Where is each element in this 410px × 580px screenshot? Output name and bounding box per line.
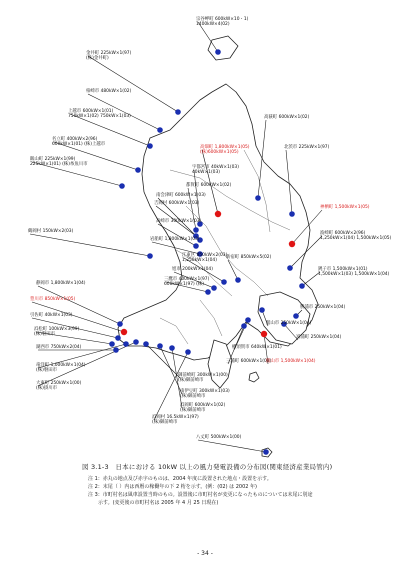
marker-nagaoka [135,167,141,173]
marker-kanagawa [175,109,181,115]
note-4: 示す。(変更後の市町村名は 2005 年 4 月 25 日現在) [88,500,219,506]
marker-soya-misaki [215,49,221,55]
label-gunma: 高崎市 300kW×1(03) [156,219,202,224]
marker-chiba-n [211,285,217,291]
label2-takaoka: (株)600kW×1(05) [200,150,239,155]
marker-hamakita [115,335,121,341]
marker-minami [147,253,153,259]
marker-minamiizu [157,343,163,349]
marker-yokosuka [245,317,251,323]
marker-kunimi [255,195,261,201]
marker-tateyama-red [261,331,267,337]
label-takaoka: 高畑町 1,800kW×1(05) [200,145,250,150]
label-minami: 鶴岡村 150kW×2(03) [28,229,74,234]
label-miura: 三浦町 600kW×1(03) [226,359,272,364]
label-kanagawa: 金井町 225kW×1(97) [86,51,132,56]
label-shizuoka: 静岡市 1,800kW×1(04) [36,281,86,286]
marker-katsuura [293,313,299,319]
marker-misato [205,289,211,295]
label-utsunomiya: 宇都宮市 40kW×1(03) [192,165,239,170]
marker-gunma [193,243,199,249]
marker-kamogawa [259,307,265,313]
label-minamiizu: 南伊豆町 300kW×1(03) [180,389,230,394]
marker-hitachi [289,211,295,217]
marker-hachijo [263,449,269,455]
label2-kanagawa: (株)金井町) [86,56,109,61]
marker-kamiyama [147,143,153,149]
label2-edogawa: 1,250kW×1(04) [182,258,217,263]
marker-toyooka [121,329,127,335]
page-number: - 34 - [197,550,213,557]
label2-nagaoka: 600kW×1(01) (株)上越市 [52,142,106,147]
label2-hakuba: 225kW×1(01) (株)糸魚川市 [30,162,88,167]
label-kunimi: 高萩町 600kW×1(02) [264,115,310,120]
label2-hamamatsu: (株)磐田市 [34,332,55,337]
figure-caption: 図 3.1-3 日本における 10kW 以上の風力発電設備の分布図(関東経済産業局管内) [82,463,333,471]
marker-choshi [299,283,305,289]
leader-shizuoka [38,286,120,324]
label-hamaoka: 浜岡村 16.5kW×1(97) [152,415,199,420]
marker-tenryu [123,341,129,347]
marker-numazu [169,345,175,351]
label-chiba-n: 旭市 200kW×1(04) [172,267,213,272]
label-kosai: 湖西市 750kW×2(04) [36,345,82,350]
label-hamamatsu: 浜松町 100kW×3(99) [34,327,80,332]
label-iwafune: 岩船町 1,800kW×1(03) [150,237,200,242]
label-hachijo: 八丈町 500kW×1(00) [196,435,242,440]
label-nishiizu: 御前崎町 300kW×1(00) [178,373,228,378]
marker-shinjuku [235,277,241,283]
marker-hamamatsu [109,341,115,347]
label2-utsunomiya: 40kW×1(03) [192,170,220,175]
note-1: 注 1：赤丸の地点及び赤字のものは、2004 年度に設置された地点・設置を示す。 [88,476,272,482]
label-hamakita: 引佐町 40kW×1(03) [30,313,73,318]
oshima-island [249,372,259,382]
marker-hakuba [119,183,125,189]
note-3: 注 3：市町村名は風車設置当時のもの。設置後に市町村名が変更になったものについては末尾に別途 [88,492,313,498]
label2-nishiizu: (株)御前崎市 [178,378,204,383]
label-hamamatsu-r: 神栖町 1,500kW×1(05) [320,205,370,210]
label-futtsu: 富浦町 250kW×1(04) [296,335,342,340]
label-misato: 三鷹市 400kW×1(97) [164,277,210,282]
note-2: 注 2：末尾（ ）内は西暦の稼働年の下 2 桁を示す。(例：(02) は 2002 年) [88,484,257,490]
label-tenryu: 竜洋町 1,000kW×1(04) [36,363,86,368]
label-tateyama-red: 館山市 1,500kW×1(04) [266,359,316,364]
marker-shizuoka [117,321,123,327]
label-yamato: 南会津町 600kW×1(03) [156,193,206,198]
label2-minamiizu: (株)御前崎市 [180,394,206,399]
label-soya-misaki: 宗谷岬町 600kW×10・1) [196,17,249,22]
label2-numazu: (株)御前崎市 [180,408,206,413]
marker-hamaoka [185,349,191,355]
label-toyooka: 豊川市 850kW×1(05) [30,297,76,302]
leader-kanagawa [88,56,178,112]
label-kamogawa: 館山市 250kW×1(04) [266,321,312,326]
label-shinjuku: 新宿町 850kW×5(02) [226,255,272,260]
label-omaezaki: 大東町 250kW×1(00) [36,381,82,386]
leader-minami [30,234,150,256]
label-kashiwazaki: 柏崎市 480kW×1(02) [86,89,132,94]
label-edogawa: 江東区 850kW×2(03) [182,253,228,258]
marker-omaezaki [133,339,139,345]
label-choshi: 銚子市 1,500kW×1(01) [318,267,368,272]
marker-takaoka [215,211,221,217]
label-yokosuka: 横須賀市 640kW×1(01) [232,345,282,350]
label2-hamaoka: (株)御前崎市 [152,420,178,425]
marker-hasaki [287,265,293,271]
label2-misato: 600kW×1(97) (株) [164,282,204,287]
marker-mibu [193,227,199,233]
label-numazu: 浜岡町 600kW×1(02) [180,403,226,408]
label2-omaezaki: (株)掛川市 [36,386,57,391]
label2-tenryu: (株)磐田市 [36,368,57,373]
leader-hachijo [198,440,266,452]
label2-choshi: 1,500kW×1(03) 1,500kW×1(04) [318,272,390,277]
label-hasaki: 波崎町 600kW×2(96) [320,231,366,236]
label2-soya-misaki: 1400kW×4(02) [196,22,230,27]
marker-kashiwazaki [157,127,163,133]
label-kamiyama: 上越市 600kW×1(01) [68,109,114,114]
marker-kosai [113,347,119,353]
label-katsuura: 勝浦市 250kW×1(04) [300,305,346,310]
marker-hamamatsu-r [289,241,295,247]
label2-hasaki: 1,250kW×1(04) 1,500kW×1(05) [320,236,392,241]
label-hitachi: 北茨市 225kW×1(97) [284,145,330,150]
marker-nishiizu [143,341,149,347]
label-mibu: 都賀町 600kW×1(02) [186,183,232,188]
marker-edogawa [221,279,227,285]
label-hakuba: 飯山町 225kW×1(99) [30,157,76,162]
sado-island [208,36,238,60]
label2-kamiyama: 750kW×1(02) 750kW×1(03) [68,114,131,119]
marker-miura [241,323,247,329]
label-yoshio: 吉岡村 600kW×1(03) [154,201,200,206]
label-nagaoka: 名立町 400kW×2(96) [52,137,98,142]
